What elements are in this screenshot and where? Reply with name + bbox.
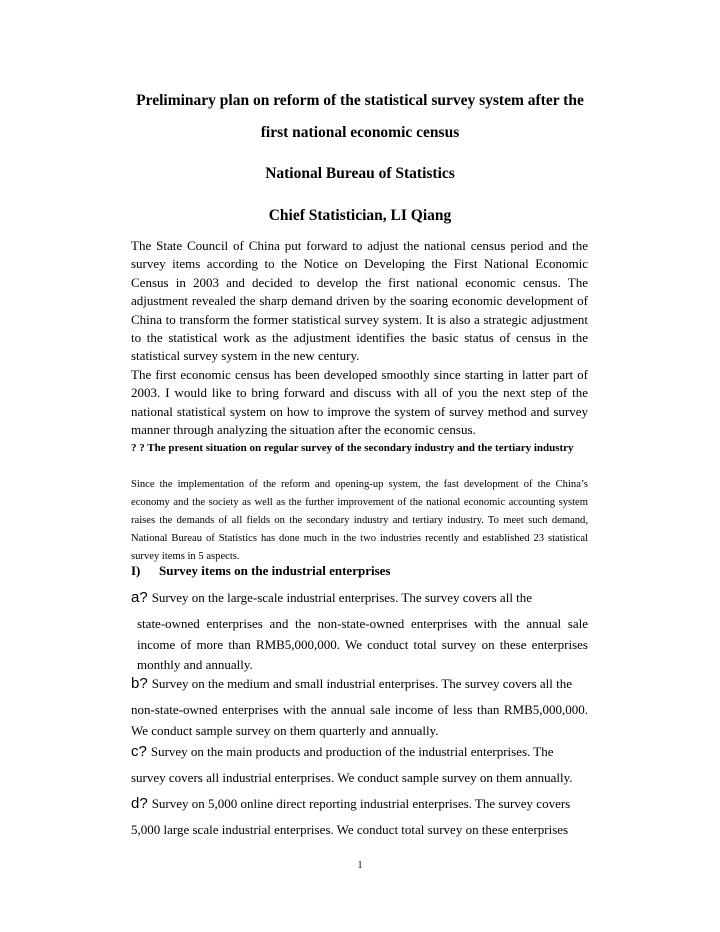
section-body: Since the implementation of the reform and opening-up system, the fast development of the China’s economy and the society as well as the further improvement of the national economic accounting system raises the demands of all fields on the secondary industry and tertiary industry. To meet such demand, National Bureau of Statistics has done much in the two industries recently and established 23 statistical survey items in 5 aspects. bbox=[131, 479, 588, 562]
list-item-a-first-line bbox=[131, 586, 588, 610]
list-item-text: Survey on the main products and production of the industrial enterprises. The bbox=[150, 744, 554, 759]
subsection-heading bbox=[131, 563, 390, 579]
intro-paragraph-2: The first economic census has been developed smoothly since starting in latter part of 2003. I would like to bring forward and discuss with all of you the next step of the national statistical system on how to improve the system of survey method and survey manner through analyzing the situation after the economic census. bbox=[131, 367, 588, 438]
list-item-d-first-line bbox=[131, 792, 588, 816]
subsection-title: Survey items on the industrial enterprises bbox=[159, 563, 391, 578]
document-title-line-1: Preliminary plan on reform of the statistical survey system after the bbox=[136, 92, 584, 109]
list-item-text: Survey on the medium and small industrial enterprises. The survey covers all the bbox=[151, 676, 573, 691]
subsection-number: I) bbox=[131, 563, 141, 578]
list-marker: c? bbox=[131, 743, 147, 760]
list-item-d-continuation: 5,000 large scale industrial enterprises. We conduct total survey on these enterprises bbox=[131, 822, 569, 837]
page-number: 1 bbox=[357, 860, 363, 871]
list-item-text: Survey on 5,000 online direct reporting industrial enterprises. The survey covers bbox=[151, 796, 571, 811]
intro-paragraph-1: The State Council of China put forward to adjust the national census period and the survey items according to the Notice on Developing the First National Economic Census in 2003 and decided to develop the first national economic census. The adjustment revealed the sharp demand driven by the soaring economic development of China to transform the former statistical survey system. It is also a strategic adjustment to the statistical work as the adjustment identifies the basic status of census in the statistical survey system in the new century. bbox=[131, 238, 588, 364]
list-marker: b? bbox=[131, 675, 148, 692]
document-title-line-2: first national economic census bbox=[260, 124, 460, 141]
list-item-b-first-line bbox=[131, 672, 588, 696]
list-item-text: Survey on the large-scale industrial enterprises. The survey covers all the bbox=[151, 590, 533, 605]
list-item-a-continuation: state-owned enterprises and the non-state-owned enterprises with the annual sale income of more than RMB5,000,000. We conduct total survey on these enterprises monthly and annually. bbox=[137, 616, 588, 673]
list-item-c-continuation: survey covers all industrial enterprises. We conduct sample survey on them annually. bbox=[131, 770, 573, 785]
list-marker: d? bbox=[131, 795, 148, 812]
list-item-c-first-line bbox=[131, 740, 588, 764]
organization-name: National Bureau of Statistics bbox=[265, 165, 455, 182]
author-line: Chief Statistician, LI Qiang bbox=[268, 207, 452, 224]
section-heading: ? ? The present situation on regular survey of the secondary industry and the tertiary industry bbox=[131, 442, 574, 454]
list-item-b-continuation: non-state-owned enterprises with the annual sale income of less than RMB5,000,000. We conduct sample survey on them quarterly and annually. bbox=[131, 702, 588, 738]
list-marker: a? bbox=[131, 589, 148, 606]
